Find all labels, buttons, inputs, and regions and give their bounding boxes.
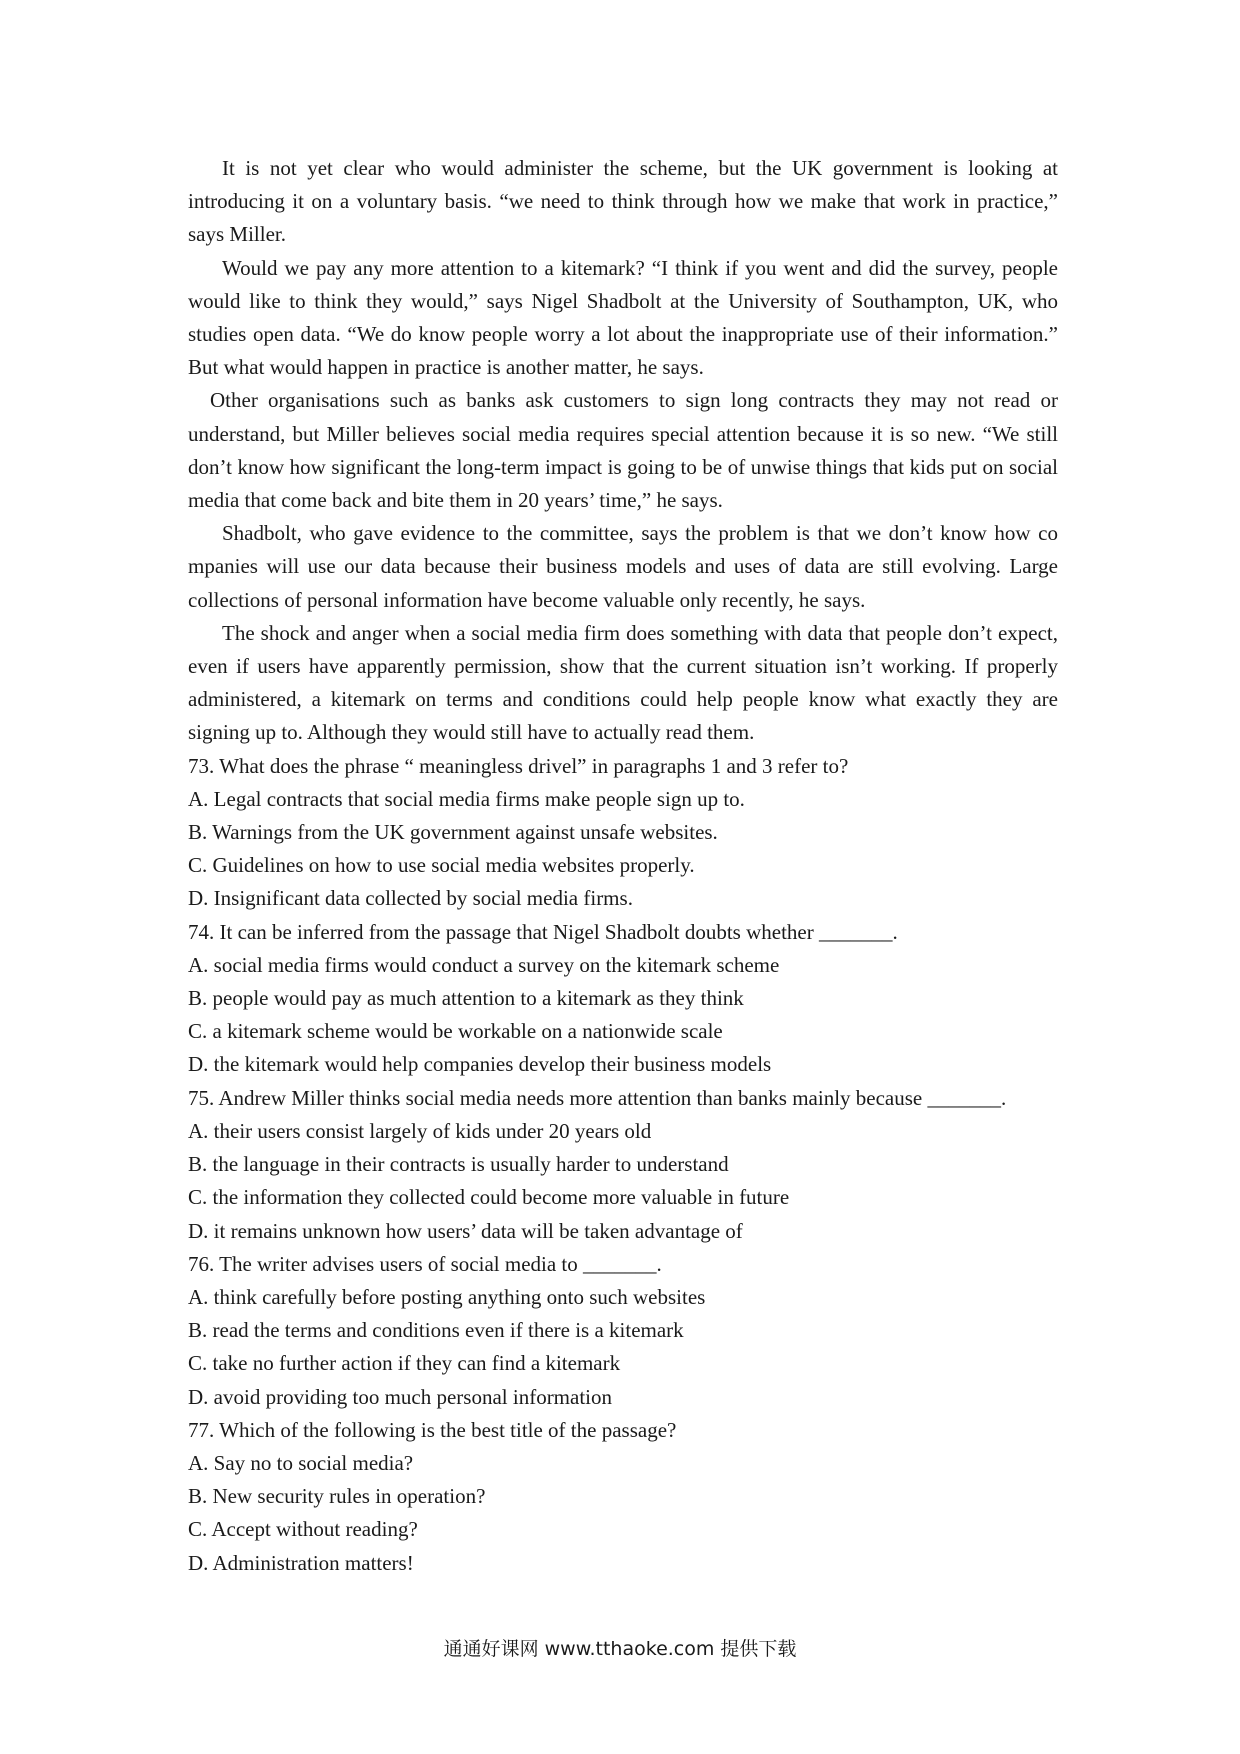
question-77 <box>188 1414 1058 1580</box>
answer-option: D. the kitemark would help companies develop their business models <box>188 1052 772 1077</box>
question-stem: 76. The writer advises users of social media to _______. <box>188 1251 662 1276</box>
answer-option: B. Warnings from the UK government against unsafe websites. <box>188 820 718 845</box>
answer-option: C. Guidelines on how to use social media websites properly. <box>188 853 695 878</box>
page-footer: 通通好课网 www.tthaoke.com 提供下载 <box>443 1638 797 1660</box>
question-76 <box>188 1248 1058 1414</box>
answer-option: D. it remains unknown how users’ data will be taken advantage of <box>188 1218 743 1243</box>
passage <box>188 152 1058 750</box>
answer-option: B. the language in their contracts is usually harder to understand <box>188 1152 729 1177</box>
answer-option: A. their users consist largely of kids under 20 years old <box>188 1118 652 1143</box>
answer-option: B. New security rules in operation? <box>188 1484 486 1509</box>
passage-paragraph: Other organisations such as banks ask customers to sign long contracts they may not read or understand, but Miller believes social media requires special attention because it is so new. “We still don’t know how significant the long-term impact is going to be of unwise things that kids put on social media that come back and bite them in 20 years’ time,” he says. <box>188 388 1058 513</box>
answer-option: A. Legal contracts that social media firms make people sign up to. <box>188 786 745 811</box>
answer-option: D. Insignificant data collected by social media firms. <box>188 886 633 911</box>
document-page <box>188 152 1058 1580</box>
answer-option: D. Administration matters! <box>188 1550 414 1575</box>
answer-option: A. think carefully before posting anything onto such websites <box>188 1284 706 1309</box>
question-stem: 74. It can be inferred from the passage that Nigel Shadbolt doubts whether _______. <box>188 919 898 944</box>
passage-paragraph: It is not yet clear who would administer the scheme, but the UK government is looking at introducing it on a voluntary basis. “we need to think through how we make that work in practice,” says Miller. <box>188 156 1058 247</box>
answer-option: A. Say no to social media? <box>188 1450 414 1475</box>
answer-option: A. social media firms would conduct a survey on the kitemark scheme <box>188 952 780 977</box>
answer-option: D. avoid providing too much personal information <box>188 1384 613 1409</box>
question-73 <box>188 750 1058 916</box>
answer-option: C. the information they collected could become more valuable in future <box>188 1185 790 1210</box>
answer-option: C. take no further action if they can find a kitemark <box>188 1351 621 1376</box>
passage-paragraph: The shock and anger when a social media firm does something with data that people don’t expect, even if users have apparently permission, show that the current situation isn’t working. If properly administered, a kitemark on terms and conditions could help people know what exactly they are signing up to. Although they would still have to actually read them. <box>188 620 1058 745</box>
question-74 <box>188 916 1058 1082</box>
question-stem: 73. What does the phrase “ meaningless drivel” in paragraphs 1 and 3 refer to? <box>188 753 849 778</box>
question-list <box>188 750 1058 1580</box>
question-75 <box>188 1082 1058 1248</box>
passage-paragraph: Shadbolt, who gave evidence to the committee, says the problem is that we don’t know how co mpanies will use our data because their business models and uses of data are still evolving. Large collections of personal information have become valuable only recently, he says. <box>188 521 1058 612</box>
answer-option: C. Accept without reading? <box>188 1517 418 1542</box>
answer-option: B. read the terms and conditions even if there is a kitemark <box>188 1318 684 1343</box>
question-stem: 75. Andrew Miller thinks social media needs more attention than banks mainly because _______. <box>188 1085 1007 1110</box>
answer-option: C. a kitemark scheme would be workable on a nationwide scale <box>188 1019 723 1044</box>
question-stem: 77. Which of the following is the best title of the passage? <box>188 1417 677 1442</box>
passage-paragraph: Would we pay any more attention to a kitemark? “I think if you went and did the survey, people would like to think they would,” says Nigel Shadbolt at the University of Southampton, UK, who studies open data. “We do know people worry a lot about the inappropriate use of their information.” But what would happen in practice is another matter, he says. <box>188 255 1058 380</box>
answer-option: B. people would pay as much attention to a kitemark as they think <box>188 986 744 1011</box>
